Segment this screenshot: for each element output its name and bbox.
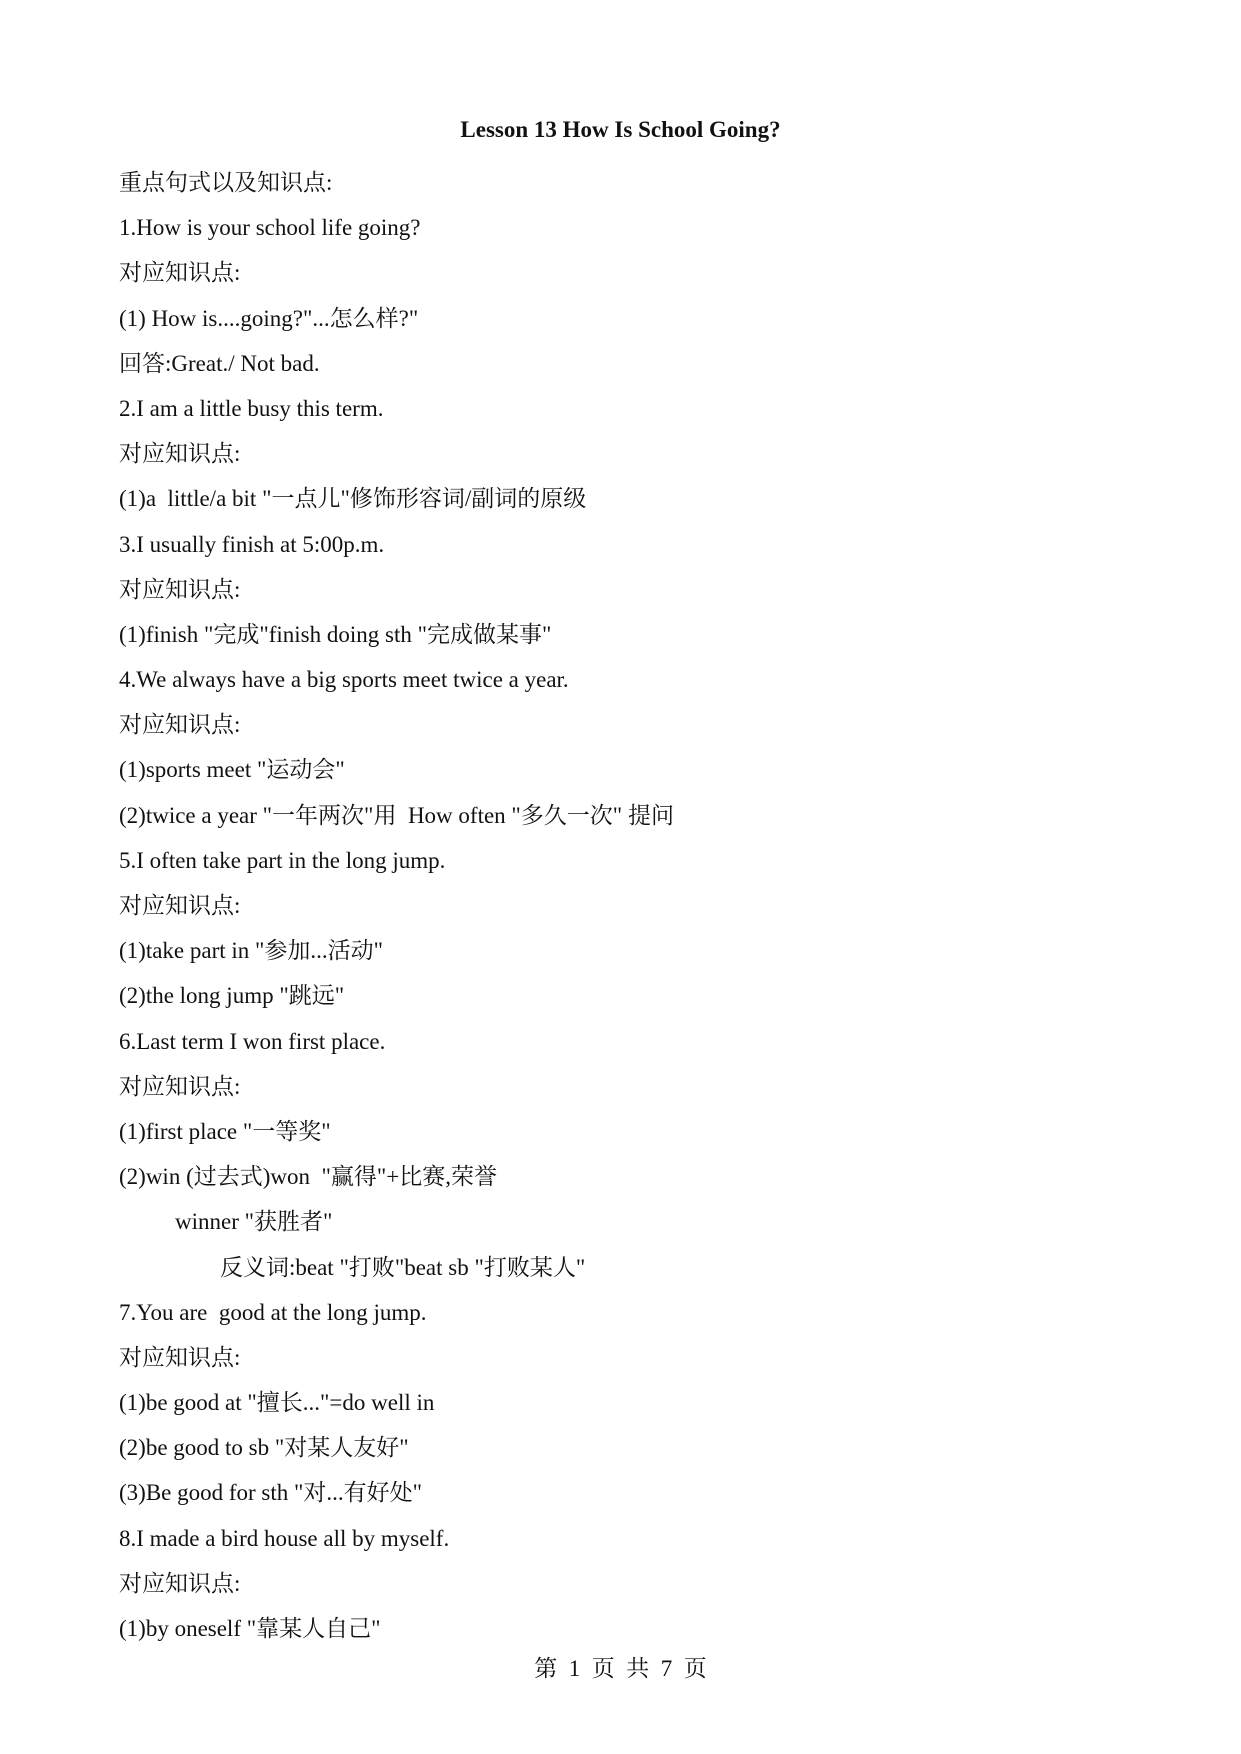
text-line: (3)Be good for sth "对...有好处" (119, 1480, 423, 1506)
text-line: 5.I often take part in the long jump. (119, 847, 446, 873)
text-line: (2)the long jump "跳远" (119, 983, 345, 1009)
text-line: (1)take part in "参加...活动" (119, 938, 384, 964)
text-line: 重点句式以及知识点: (119, 170, 333, 195)
text-line: (1) How is....going?"...怎么样?" (119, 305, 419, 331)
text-line: 回答:Great./ Not bad. (119, 350, 320, 376)
lesson-title: Lesson 13 How Is School Going? (460, 117, 781, 142)
text-line: 4.We always have a big sports meet twice a year. (119, 667, 569, 693)
text-line: (1)sports meet "运动会" (119, 757, 345, 783)
text-line: 3.I usually finish at 5:00p.m. (119, 531, 385, 557)
text-line: (2)twice a year "一年两次"用 How often "多久一次" 提问 (119, 802, 674, 828)
notes-body (119, 160, 1119, 1651)
text-line: (2)win (过去式)won "赢得"+比赛,荣誉 (119, 1164, 497, 1190)
text-line: 1.How is your school life going? (119, 215, 421, 241)
text-line: 对应知识点: (119, 260, 241, 286)
text-line: 对应知识点: (119, 1344, 241, 1370)
text-line: 对应知识点: (119, 1570, 241, 1596)
page-number-footer: 第 1 页 共 7 页 (534, 1656, 707, 1681)
text-line: winner "获胜者" (175, 1209, 333, 1235)
text-line: 对应知识点: (119, 441, 241, 467)
text-line: 对应知识点: (119, 1073, 241, 1099)
text-line: 7.You are good at the long jump. (119, 1299, 427, 1325)
text-line: (1)by oneself "靠某人自己" (119, 1616, 381, 1641)
text-line: 6.Last term I won first place. (119, 1028, 386, 1054)
text-line: (1)be good at "擅长..."=do well in (119, 1390, 435, 1416)
text-line: 反义词:beat "打败"beat sb "打败某人" (220, 1254, 586, 1280)
text-line: 对应知识点: (119, 893, 241, 918)
text-line: 2.I am a little busy this term. (119, 395, 384, 421)
text-line: 对应知识点: (119, 712, 241, 738)
text-line: (1)first place "一等奖" (119, 1118, 331, 1144)
text-line: (1)a little/a bit "一点儿"修饰形容词/副词的原级 (119, 486, 587, 512)
text-line: (1)finish "完成"finish doing sth "完成做某事" (119, 621, 552, 647)
text-line: 8.I made a bird house all by myself. (119, 1525, 450, 1551)
text-line: 对应知识点: (119, 576, 241, 602)
text-line: (2)be good to sb "对某人友好" (119, 1435, 409, 1461)
